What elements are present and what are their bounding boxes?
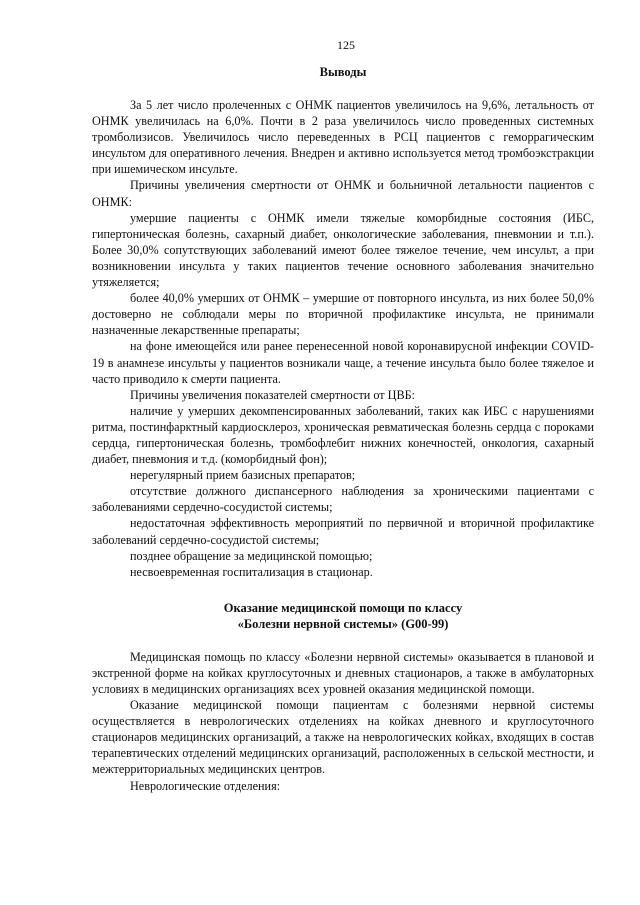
- paragraph: недостаточная эффективность мероприятий по первичной и вторичной профилактике заболеваний сердечно-сосудистой системы;: [92, 516, 594, 547]
- section-title-nervous-system: [92, 600, 594, 632]
- paragraph: более 40,0% умерших от ОНМК – умершие от повторного инсульта, из них более 50,0% достоверно не соблюдали меры по вторичной профилактике инсульта, не принимали назначенные лекарственные препараты;: [92, 291, 594, 338]
- conclusions-body: [92, 97, 594, 580]
- paragraph: умершие пациенты с ОНМК имели тяжелые коморбидные состояния (ИБС, гипертоническая болезнь, сахарный диабет, онкологические заболевания, пневмонии и т.п.). Более 30,0% сопутствующих заболеваний имеют более тяжелое течение, чем инсульт, а при возникновении инсульта у таких пациентов течение основного заболевания значительно утяжеляется;: [92, 210, 594, 290]
- paragraph: Причины увеличения показателей смертности от ЦВБ:: [130, 387, 415, 402]
- paragraph: отсутствие должного диспансерного наблюдения за хроническими пациентами с заболеваниями сердечно-сосудистой системы;: [92, 484, 594, 515]
- paragraph: позднее обращение за медицинской помощью;: [130, 548, 373, 563]
- paragraph: Медицинская помощь по классу «Болезни нервной системы» оказывается в плановой и экстренной форме на койках круглосуточных и дневных стационаров, а также в амбулаторных условиях в медицинских организациях всех уровней оказания медицинской помощи.: [92, 649, 594, 696]
- nervous-system-body: [92, 649, 594, 794]
- paragraph: Неврологические отделения:: [130, 778, 281, 793]
- paragraph: наличие у умерших декомпенсированных заболеваний, таких как ИБС с нарушениями ритма, постинфарктный кардиосклероз, хроническая ревматическая болезнь сердца с пороками сердца, гипертоническая болезнь, тромбофлебит нижних конечностей, онкология, сахарный диабет, пневмония и т.д. (коморбидный фон);: [92, 403, 594, 467]
- section-title-conclusions: Выводы: [319, 65, 367, 79]
- section-title-line-1: Оказание медицинской помощи по классу: [223, 600, 463, 615]
- paragraph: Причины увеличения смертности от ОНМК и больничной летальности пациентов с ОНМК:: [92, 178, 594, 209]
- paragraph: Оказание медицинской помощи пациентам с болезнями нервной системы осуществляется в неврологических отделениях на койках дневного и круглосуточного стационаров медицинских организаций, а также на неврологических койках, входящих в состав терапевтических отделений медицинских организаций, расположенных в сельской местности, и межтерриториальных медицинских центров.: [92, 698, 594, 777]
- paragraph: За 5 лет число пролеченных с ОНМК пациентов увеличилось на 9,6%, летальность от ОНМК увеличилась на 6,0%. Почти в 2 раза увеличилось число проведенных системных тромболизисов. Увеличилось число переведенных в РСЦ пациентов с геморрагическим инсультом для оперативного лечения. Внедрен и активно используется метод тромбоэкстракции при ишемическом инсульте.: [92, 98, 594, 177]
- section-title-line-2: «Болезни нервной системы» (G00-99): [237, 616, 449, 631]
- paragraph: несвоевременная госпитализация в стационар.: [130, 564, 373, 579]
- paragraph: нерегулярный прием базисных препаратов;: [130, 468, 356, 483]
- paragraph: на фоне имеющейся или ранее перенесенной новой коронавирусной инфекции COVID-19 в анамнезе инсульты у пациентов возникали чаще, а течение инсульта было более тяжелое и часто приводило к смерти пациента.: [92, 339, 594, 386]
- page-number: 125: [337, 38, 355, 52]
